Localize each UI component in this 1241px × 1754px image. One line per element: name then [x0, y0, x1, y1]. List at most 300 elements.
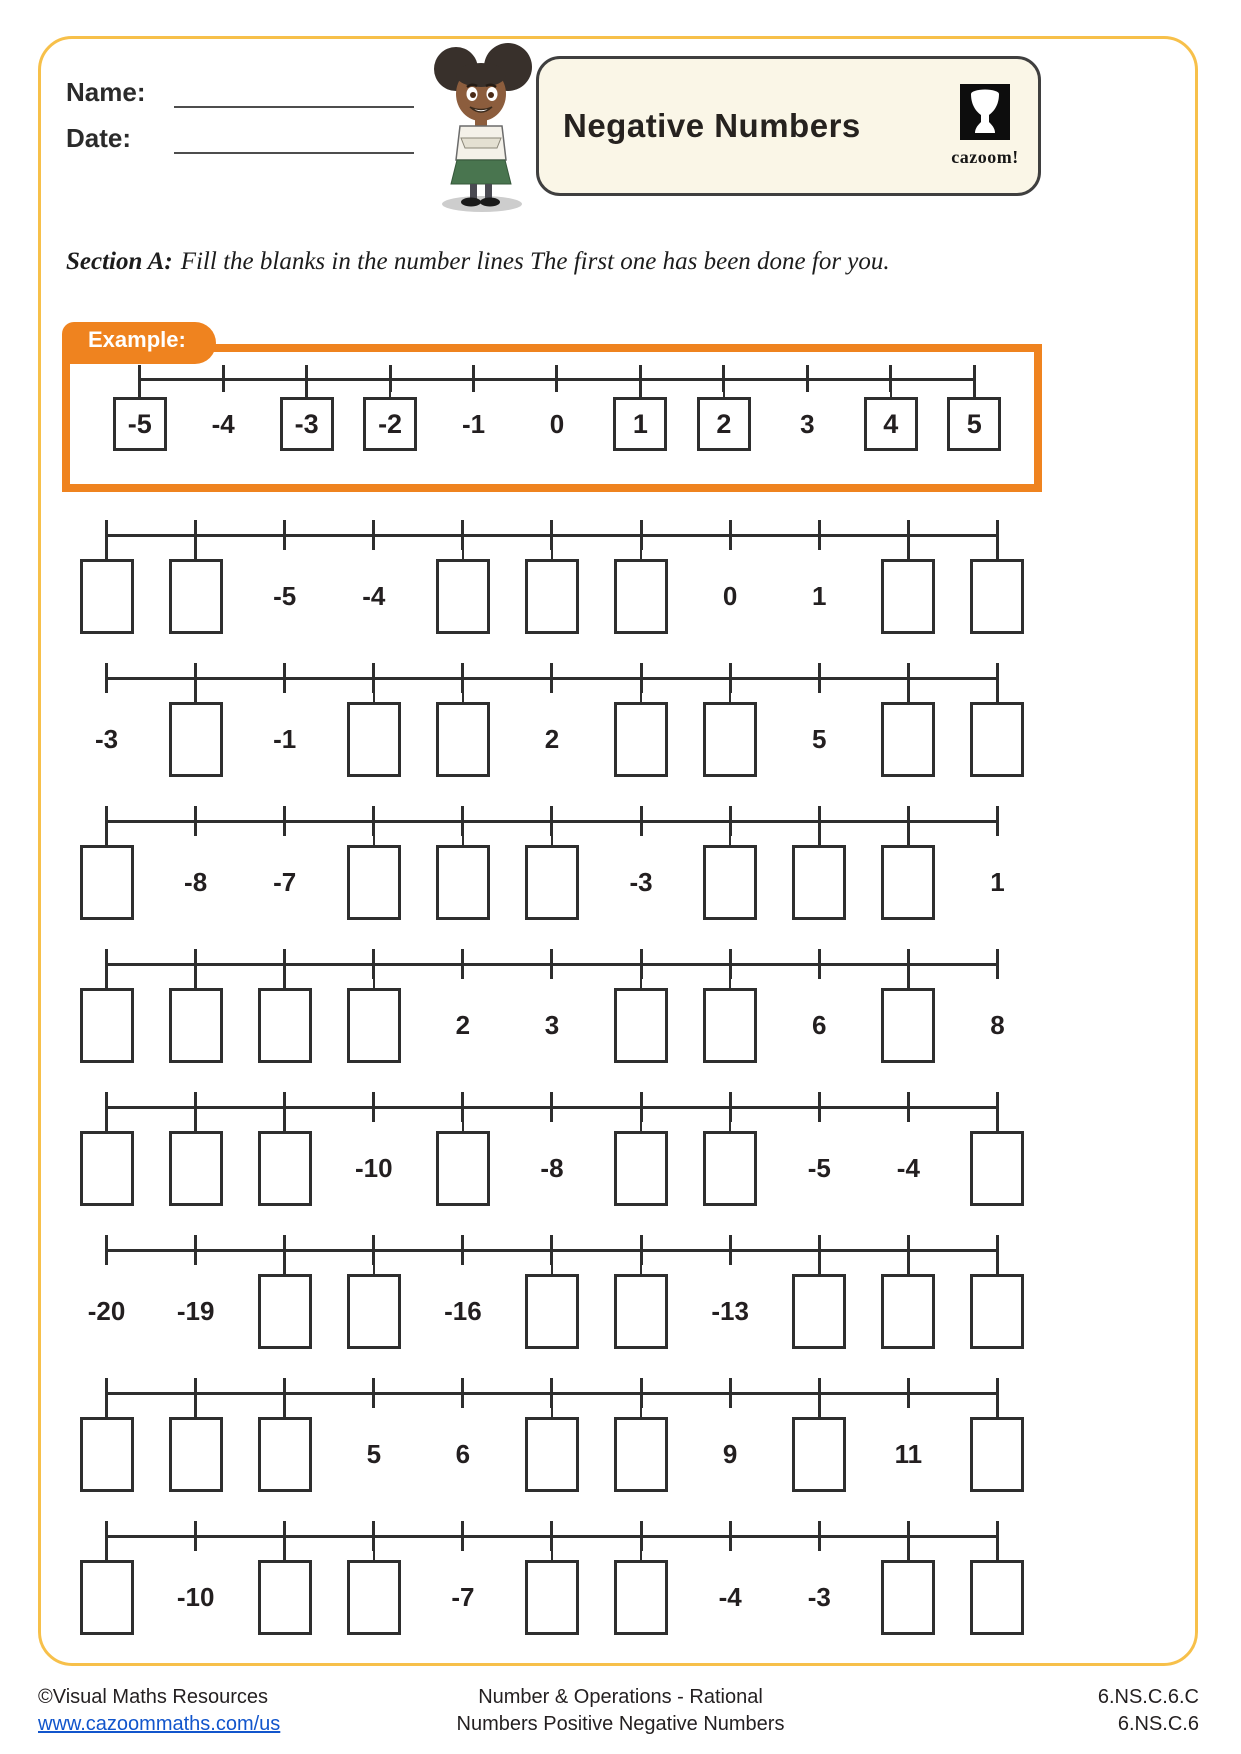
- numberline-value-label: -1: [461, 408, 486, 439]
- numberline-5: [62, 1086, 1042, 1229]
- numberline-position-8: [686, 657, 775, 800]
- footer-center: [457, 1684, 785, 1738]
- numberline-position-9: [775, 1086, 864, 1229]
- box-stem: [640, 1535, 643, 1562]
- numberline-position-9: [775, 1229, 864, 1372]
- box-stem: [907, 1535, 910, 1562]
- answer-box[interactable]: [970, 1131, 1024, 1206]
- numberline-position-4: [329, 1086, 418, 1229]
- answer-box[interactable]: [881, 559, 935, 634]
- answer-box[interactable]: [169, 702, 223, 777]
- numberline-value-label: 9: [722, 1439, 738, 1469]
- footer-topic-line1: Number & Operations - Rational: [478, 1686, 763, 1708]
- numberline-position-5: [418, 514, 507, 657]
- box-stem: [194, 1106, 197, 1133]
- box-stem: [890, 378, 893, 399]
- numberline-value-label: -5: [807, 1153, 831, 1183]
- answer-box[interactable]: [614, 1274, 668, 1349]
- numberline-position-10: [864, 943, 953, 1086]
- numberline-position-2: [151, 800, 240, 943]
- answer-box[interactable]: [347, 1560, 401, 1635]
- numberline-position-2: [151, 1086, 240, 1229]
- numberline-position-8: [686, 1229, 775, 1372]
- numberline-position-3: [240, 1372, 329, 1515]
- answer-box[interactable]: [525, 845, 579, 920]
- answer-box[interactable]: [80, 845, 134, 920]
- box-stem: [551, 820, 554, 847]
- example-filled-box: -3: [280, 397, 334, 451]
- numberline-value-label: 2: [544, 724, 560, 754]
- box-stem: [462, 1106, 465, 1133]
- numberline-8: [62, 1515, 1042, 1658]
- numberline-position-7: [597, 1229, 686, 1372]
- footer-standard-line1: 6.NS.C.6.C: [1097, 1686, 1199, 1708]
- numberline-value-label: 8: [990, 1010, 1005, 1040]
- numberline-position-10: [864, 1372, 953, 1515]
- numberline-value-label: 5: [812, 724, 827, 754]
- answer-box[interactable]: [792, 1417, 846, 1492]
- box-stem: [907, 963, 910, 990]
- tick-mark: [372, 520, 375, 550]
- answer-box[interactable]: [347, 702, 401, 777]
- numberline-position-9: [775, 1372, 864, 1515]
- footer-topic-line2: Numbers Positive Negative Numbers: [456, 1713, 785, 1735]
- numberline-position-7: [597, 514, 686, 657]
- numberline-value-label: 3: [544, 1010, 560, 1040]
- date-write-line[interactable]: [174, 122, 414, 154]
- tick-mark: [372, 1378, 375, 1408]
- numberline-position-10: [864, 514, 953, 657]
- box-stem: [723, 378, 726, 399]
- numberline-position-7: [599, 362, 682, 474]
- answer-box[interactable]: [525, 1560, 579, 1635]
- numberline-position-6: [507, 1086, 596, 1229]
- numberline-position-1: [62, 1229, 151, 1372]
- numberline-position-4: [329, 1229, 418, 1372]
- box-stem: [551, 1392, 554, 1419]
- numberline-value-label: 2: [455, 1010, 471, 1040]
- answer-box[interactable]: [703, 1131, 757, 1206]
- box-stem: [551, 1535, 554, 1562]
- numberline-position-10: [849, 362, 932, 474]
- numberline-position-5: [418, 1086, 507, 1229]
- box-stem: [996, 677, 999, 704]
- tick-mark: [472, 365, 475, 392]
- answer-box[interactable]: [80, 559, 134, 634]
- numberline-position-6: [507, 514, 596, 657]
- box-stem: [105, 820, 108, 847]
- numberline-position-10: [864, 800, 953, 943]
- answer-box[interactable]: [80, 1131, 134, 1206]
- box-stem: [283, 963, 286, 990]
- numberline-position-6: [507, 657, 596, 800]
- box-stem: [105, 963, 108, 990]
- numberline-position-8: [686, 514, 775, 657]
- numberline-position-3: [240, 800, 329, 943]
- tick-mark: [729, 1235, 732, 1265]
- numberline-position-2: [151, 1229, 240, 1372]
- box-stem: [640, 1249, 643, 1276]
- answer-box[interactable]: [347, 845, 401, 920]
- numberline-value-label: -7: [451, 1582, 475, 1612]
- numberline-position-2: [151, 514, 240, 657]
- numberline-position-10: [864, 1229, 953, 1372]
- numberline-position-11: [953, 514, 1042, 657]
- numberline-position-7: [597, 943, 686, 1086]
- tick-mark: [640, 806, 643, 836]
- numberline-value-label: -16: [444, 1296, 482, 1326]
- numberline-position-10: [864, 1515, 953, 1658]
- box-stem: [907, 1249, 910, 1276]
- numberline-value-label: -4: [896, 1153, 920, 1183]
- answer-box[interactable]: [169, 988, 223, 1063]
- box-stem: [194, 1392, 197, 1419]
- box-stem: [283, 1535, 286, 1562]
- tick-mark: [550, 663, 553, 693]
- numberline-position-3: [240, 657, 329, 800]
- tick-mark: [729, 1521, 732, 1551]
- answer-box[interactable]: [881, 1274, 935, 1349]
- numberline-position-9: [775, 1515, 864, 1658]
- answer-box[interactable]: [258, 1560, 312, 1635]
- box-stem: [105, 1535, 108, 1562]
- numberline-position-1: [62, 1515, 151, 1658]
- numberline-position-9: [775, 657, 864, 800]
- box-stem: [462, 820, 465, 847]
- box-stem: [907, 677, 910, 704]
- answer-box[interactable]: [80, 988, 134, 1063]
- numberline-position-8: [686, 943, 775, 1086]
- answer-box[interactable]: [970, 559, 1024, 634]
- numberline-position-11: [953, 1515, 1042, 1658]
- example-tab: Example:: [62, 322, 216, 364]
- numberline-position-2: [151, 657, 240, 800]
- tick-mark: [729, 520, 732, 550]
- numberline-position-3: [240, 1086, 329, 1229]
- page-title: Negative Numbers: [563, 107, 861, 144]
- tick-mark: [105, 1235, 108, 1265]
- numberline-position-7: [597, 1372, 686, 1515]
- example-filled-box: 2: [697, 397, 751, 451]
- numberline-value-label: -19: [176, 1296, 215, 1326]
- answer-box[interactable]: [703, 702, 757, 777]
- numberline-position-6: [507, 800, 596, 943]
- answer-box[interactable]: [614, 1131, 668, 1206]
- numberline-position-1: [62, 1086, 151, 1229]
- tick-mark: [372, 1092, 375, 1122]
- box-stem: [283, 1249, 286, 1276]
- answer-box[interactable]: [881, 1560, 935, 1635]
- answer-box[interactable]: [436, 1131, 490, 1206]
- answer-box[interactable]: [169, 1417, 223, 1492]
- numberline-value-label: 3: [800, 408, 815, 439]
- answer-box[interactable]: [703, 988, 757, 1063]
- example-box: [62, 327, 1042, 492]
- tick-mark: [818, 1092, 821, 1122]
- answer-box[interactable]: [80, 1560, 134, 1635]
- numberline-position-8: [682, 362, 765, 474]
- answer-box[interactable]: [881, 845, 935, 920]
- example-filled-box: 5: [947, 397, 1001, 451]
- numberline-position-4: [329, 1372, 418, 1515]
- tick-mark: [555, 365, 558, 392]
- answer-box[interactable]: [347, 988, 401, 1063]
- tick-mark: [729, 1378, 732, 1408]
- title-box: [536, 56, 1041, 196]
- tick-mark: [818, 520, 821, 550]
- numberline-value-label: -10: [355, 1153, 393, 1183]
- numberline-position-1: [98, 362, 181, 474]
- numberline-position-6: [507, 1515, 596, 1658]
- box-stem: [640, 1392, 643, 1419]
- numberline-position-5: [418, 1372, 507, 1515]
- numberline-position-10: [864, 657, 953, 800]
- cazoom-logo-word: cazoom!: [951, 147, 1019, 167]
- numberline-position-11: [953, 1372, 1042, 1515]
- numberline-7: [62, 1372, 1042, 1515]
- answer-box[interactable]: [614, 1560, 668, 1635]
- numberline-value-label: -3: [94, 724, 119, 754]
- numberline-position-9: [766, 362, 849, 474]
- answer-box[interactable]: [881, 702, 935, 777]
- numberline-value-label: -10: [176, 1582, 215, 1612]
- tick-mark: [283, 520, 286, 550]
- answer-box[interactable]: [258, 988, 312, 1063]
- tick-mark: [996, 806, 999, 836]
- box-stem: [996, 1106, 999, 1133]
- numberline-position-6: [507, 1229, 596, 1372]
- answer-box[interactable]: [970, 702, 1024, 777]
- numberline-position-11: [953, 1086, 1042, 1229]
- numberline-3: [62, 800, 1042, 943]
- numberline-value-label: -1: [273, 724, 297, 754]
- numberline-value-label: 6: [455, 1439, 471, 1469]
- numberline-position-5: [418, 943, 507, 1086]
- answer-box[interactable]: [970, 1417, 1024, 1492]
- tick-mark: [222, 365, 225, 392]
- numberline-position-4: [329, 800, 418, 943]
- numberline-position-5: [418, 1229, 507, 1372]
- numberline-value-label: -20: [87, 1296, 126, 1326]
- numberline-position-5: [418, 1515, 507, 1658]
- answer-box[interactable]: [80, 1417, 134, 1492]
- box-stem: [283, 1392, 286, 1419]
- name-label: Name:: [66, 77, 146, 107]
- name-date-block: [66, 76, 414, 168]
- numberline-position-4: [329, 1515, 418, 1658]
- numberline-value-label: 5: [366, 1439, 382, 1469]
- numberline-value-label: -4: [211, 408, 235, 439]
- numberline-value-label: 0: [549, 408, 565, 439]
- box-stem: [973, 378, 976, 399]
- answer-box[interactable]: [436, 845, 490, 920]
- answer-box[interactable]: [970, 1274, 1024, 1349]
- numberline-position-7: [597, 800, 686, 943]
- numberline-position-1: [62, 800, 151, 943]
- numberline-position-5: [418, 657, 507, 800]
- answer-box[interactable]: [258, 1417, 312, 1492]
- numberline-position-3: [240, 943, 329, 1086]
- numberline-position-2: [151, 1372, 240, 1515]
- mascot-girl-illustration: [424, 42, 536, 214]
- box-stem: [105, 1392, 108, 1419]
- numberline-position-9: [775, 943, 864, 1086]
- box-stem: [462, 534, 465, 561]
- cazoom-drum-icon: [960, 84, 1010, 140]
- answer-box[interactable]: [436, 702, 490, 777]
- footer-website-link[interactable]: www.cazoommaths.com/us: [38, 1713, 281, 1735]
- numberline-position-7: [597, 1515, 686, 1658]
- numberline-2: [62, 657, 1042, 800]
- tick-mark: [996, 949, 999, 979]
- box-stem: [640, 1106, 643, 1133]
- box-stem: [373, 677, 376, 704]
- numberline-position-6: [507, 943, 596, 1086]
- tick-mark: [194, 1235, 197, 1265]
- box-stem: [551, 1249, 554, 1276]
- numberline-value-label: -5: [273, 581, 297, 611]
- answer-box[interactable]: [169, 1131, 223, 1206]
- numberline-position-3: [265, 362, 348, 474]
- numberline-value-label: 6: [812, 1010, 827, 1040]
- box-stem: [996, 1535, 999, 1562]
- answer-box[interactable]: [525, 1274, 579, 1349]
- answer-box[interactable]: [970, 1560, 1024, 1635]
- cazoom-logo: [944, 84, 1026, 168]
- box-stem: [818, 1249, 821, 1276]
- exercise-lines: [62, 514, 1042, 1658]
- tick-mark: [818, 1521, 821, 1551]
- numberline-position-6: [515, 362, 598, 474]
- numberline-position-4: [329, 514, 418, 657]
- answer-box[interactable]: [792, 1274, 846, 1349]
- box-stem: [551, 534, 554, 561]
- box-stem: [729, 1106, 732, 1133]
- numberline-position-11: [953, 1229, 1042, 1372]
- tick-mark: [461, 1235, 464, 1265]
- box-stem: [996, 1249, 999, 1276]
- numberline-value-label: -4: [362, 581, 386, 611]
- box-stem: [105, 1106, 108, 1133]
- box-stem: [194, 963, 197, 990]
- numberline-value-label: -3: [629, 867, 653, 897]
- tick-mark: [818, 949, 821, 979]
- box-stem: [105, 534, 108, 561]
- name-field-row: [66, 76, 414, 108]
- tick-mark: [283, 663, 286, 693]
- answer-box[interactable]: [347, 1274, 401, 1349]
- numberline-value-label: -8: [540, 1153, 564, 1183]
- numberline-position-5: [418, 800, 507, 943]
- box-stem: [729, 677, 732, 704]
- answer-box[interactable]: [436, 559, 490, 634]
- box-stem: [283, 1106, 286, 1133]
- answer-box[interactable]: [258, 1131, 312, 1206]
- numberline-position-6: [507, 1372, 596, 1515]
- example-filled-box: -5: [113, 397, 167, 451]
- tick-mark: [550, 1092, 553, 1122]
- answer-box[interactable]: [614, 559, 668, 634]
- numberline-position-9: [775, 514, 864, 657]
- tick-mark: [806, 365, 809, 392]
- numberline-position-1: [62, 657, 151, 800]
- section-a-instruction: Fill the blanks in the number lines The first one has been done for you.: [180, 248, 890, 275]
- numberline-position-3: [240, 1229, 329, 1372]
- numberline-position-5: [432, 362, 515, 474]
- numberline-position-1: [62, 514, 151, 657]
- numberline-position-8: [686, 1515, 775, 1658]
- box-stem: [373, 1249, 376, 1276]
- numberline-4: [62, 943, 1042, 1086]
- numberline-position-11: [953, 800, 1042, 943]
- tick-mark: [461, 949, 464, 979]
- numberline-value-label: -3: [807, 1582, 831, 1612]
- numberline-value-label: -7: [273, 867, 297, 897]
- date-field-row: [66, 122, 414, 154]
- answer-box[interactable]: [525, 1417, 579, 1492]
- numberline-position-1: [62, 1372, 151, 1515]
- answer-box[interactable]: [614, 1417, 668, 1492]
- answer-box[interactable]: [258, 1274, 312, 1349]
- numberline-6: [62, 1229, 1042, 1372]
- tick-mark: [194, 1521, 197, 1551]
- box-stem: [907, 820, 910, 847]
- box-stem: [373, 963, 376, 990]
- date-label: Date:: [66, 123, 132, 153]
- numberline-value-label: 0: [722, 581, 738, 611]
- box-stem: [996, 534, 999, 561]
- box-stem: [818, 1392, 821, 1419]
- box-stem: [305, 378, 308, 399]
- answer-box[interactable]: [881, 988, 935, 1063]
- box-stem: [729, 963, 732, 990]
- answer-box[interactable]: [792, 845, 846, 920]
- numberline-position-8: [686, 1086, 775, 1229]
- example-filled-box: 1: [613, 397, 667, 451]
- numberline-position-9: [775, 800, 864, 943]
- box-stem: [996, 1392, 999, 1419]
- numberline-position-4: [329, 943, 418, 1086]
- answer-box[interactable]: [703, 845, 757, 920]
- section-a-label: Section A:: [66, 248, 173, 275]
- section-a-heading: [66, 248, 890, 276]
- answer-box[interactable]: [169, 559, 223, 634]
- tick-mark: [105, 663, 108, 693]
- numberline-value-label: -4: [718, 1582, 742, 1612]
- numberline-position-4: [329, 657, 418, 800]
- answer-box[interactable]: [614, 988, 668, 1063]
- box-stem: [729, 820, 732, 847]
- answer-box[interactable]: [525, 559, 579, 634]
- numberline-position-7: [597, 1086, 686, 1229]
- name-write-line[interactable]: [174, 76, 414, 108]
- numberline-position-11: [953, 943, 1042, 1086]
- box-stem: [389, 378, 392, 399]
- box-stem: [640, 677, 643, 704]
- box-stem: [138, 378, 141, 399]
- box-stem: [462, 677, 465, 704]
- numberline-position-3: [240, 1515, 329, 1658]
- numberline-value-label: -13: [711, 1296, 749, 1326]
- numberline-value-label: 1: [812, 581, 827, 611]
- footer-left: [38, 1684, 280, 1738]
- box-stem: [373, 820, 376, 847]
- tick-mark: [461, 1521, 464, 1551]
- numberline-position-8: [686, 800, 775, 943]
- answer-box[interactable]: [614, 702, 668, 777]
- numberline-position-2: [181, 362, 264, 474]
- box-stem: [194, 677, 197, 704]
